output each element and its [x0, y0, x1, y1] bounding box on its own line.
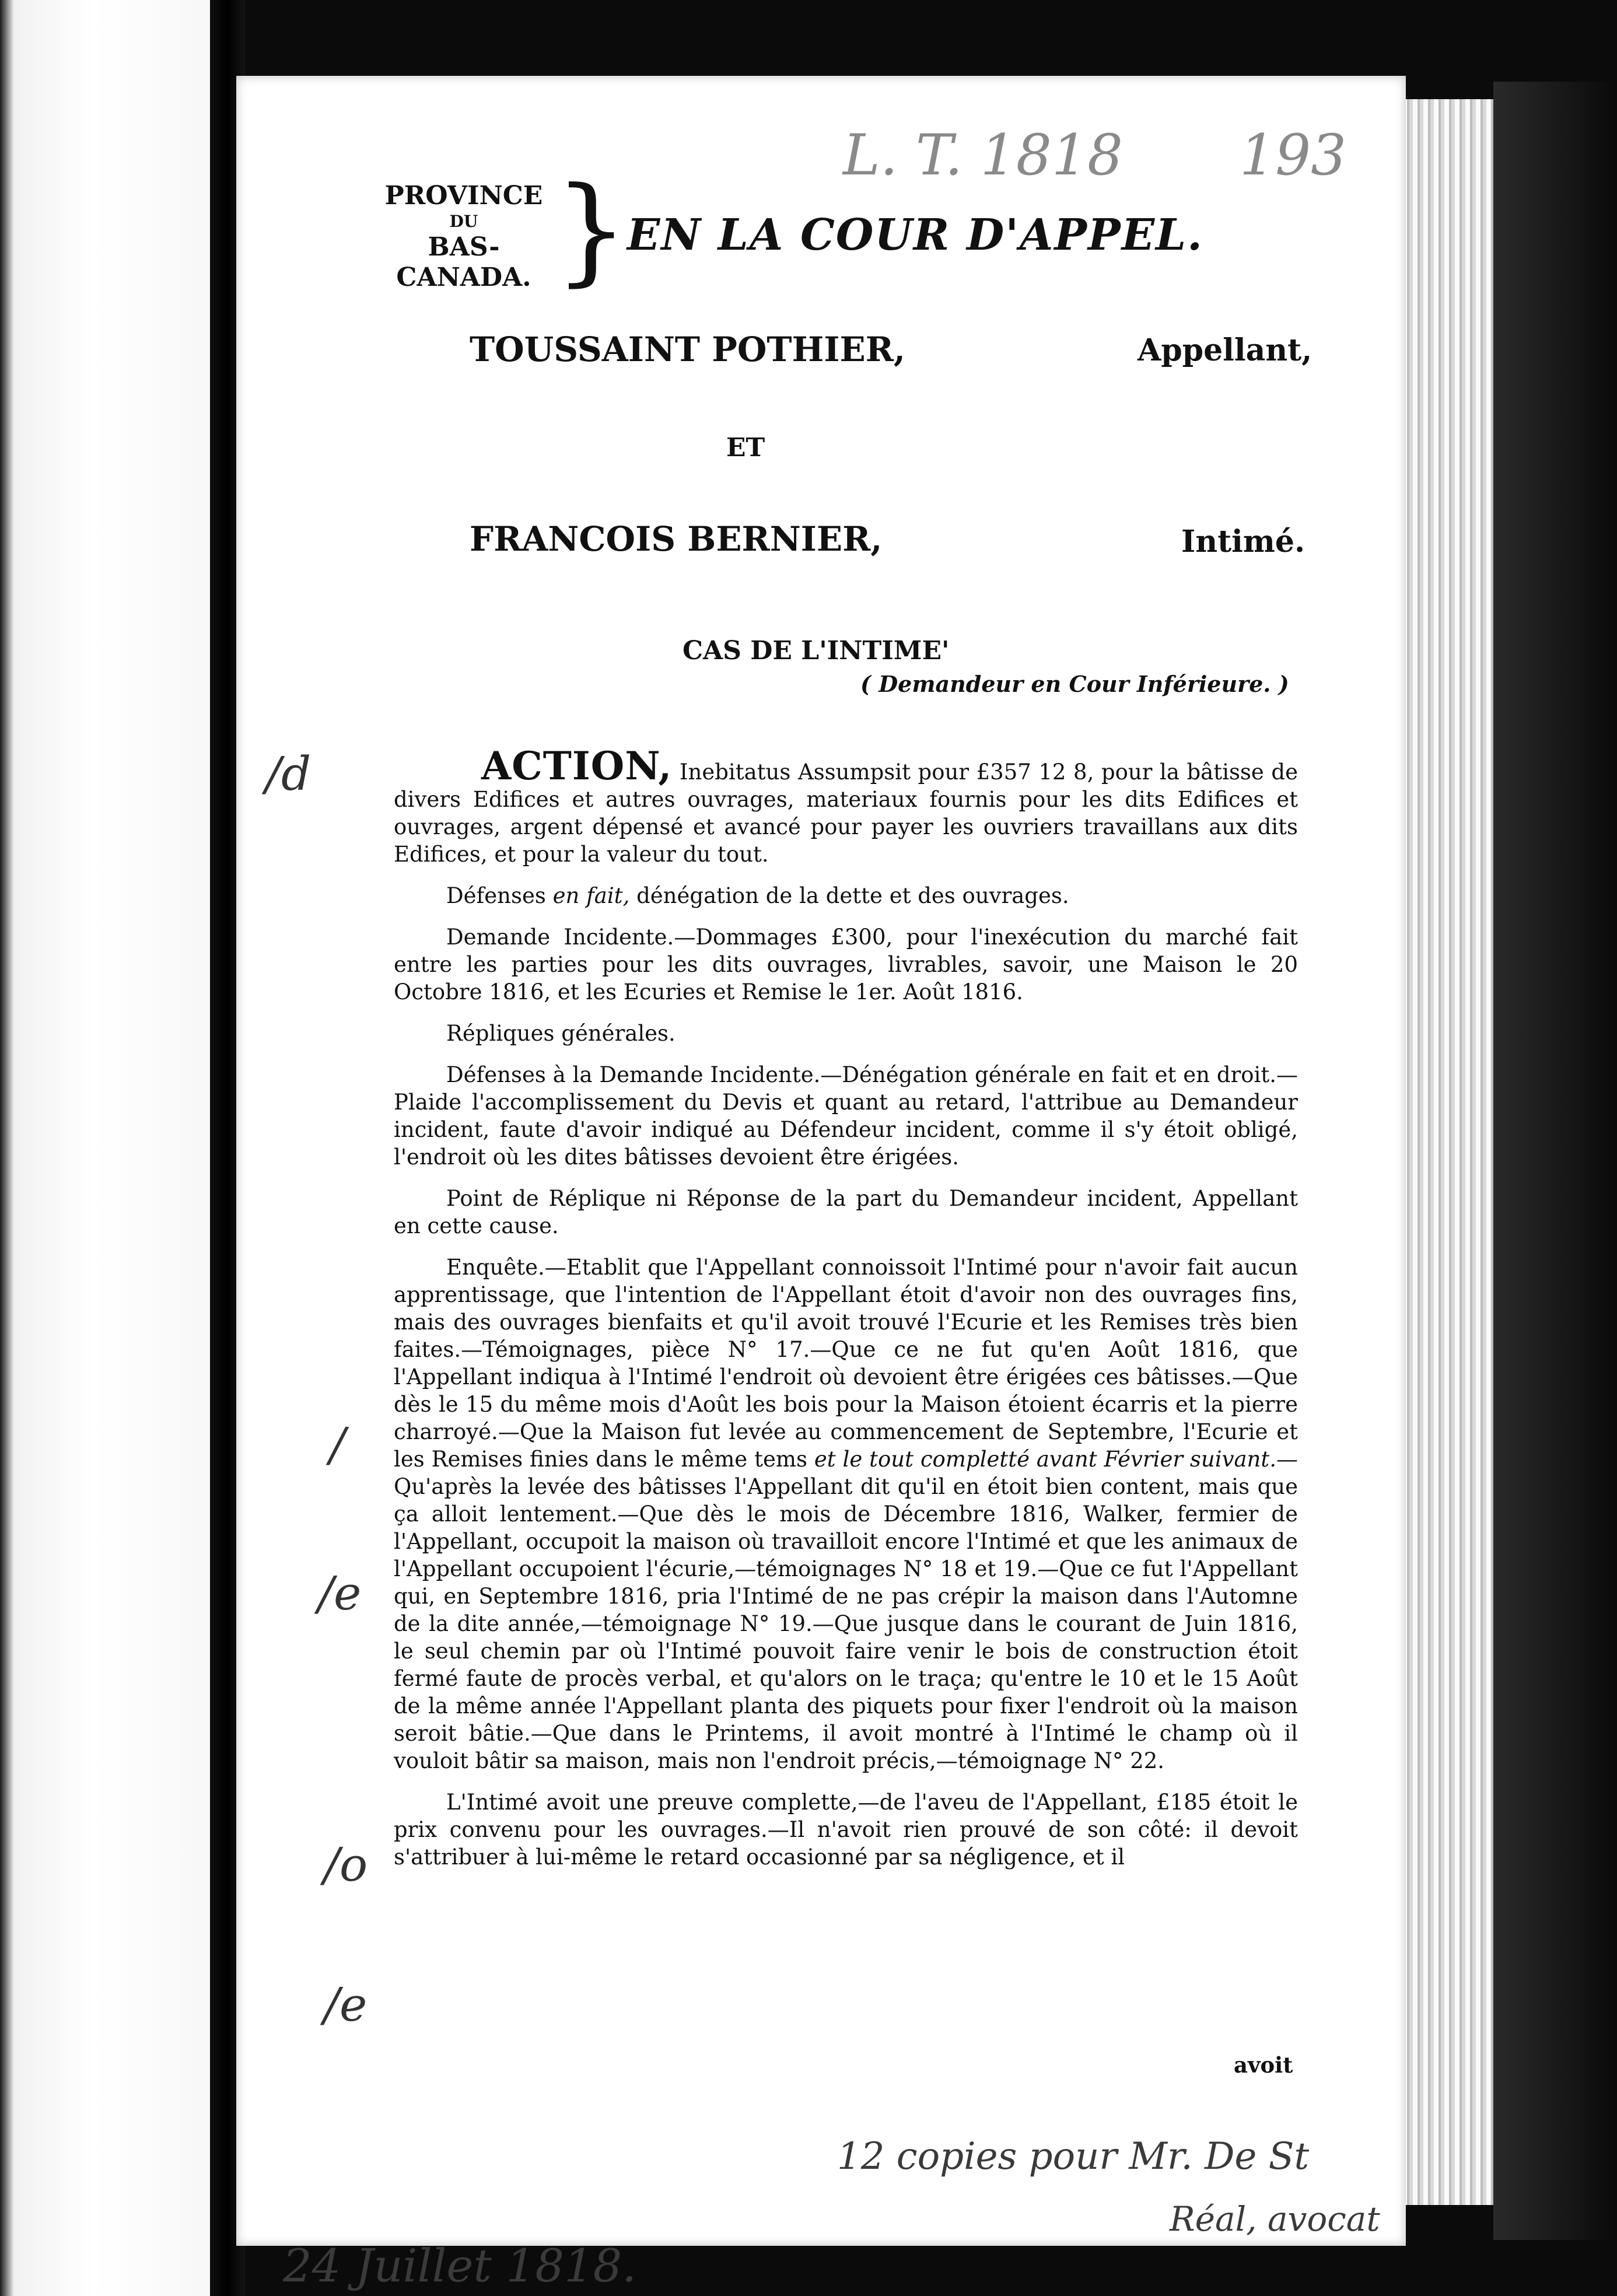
province-line-3: BAS-CANADA.: [396, 232, 531, 292]
paragraph-action: [394, 743, 1298, 868]
paragraph-text: Défenses: [446, 883, 553, 908]
paragraph-defenses: [394, 882, 1298, 909]
binding-edge: [1493, 82, 1617, 2240]
brace-icon: }: [554, 162, 629, 298]
paragraph-point-de-replique: Point de Réplique ni Réponse de la part du Demandeur incident, Appellant en cette cause.: [394, 1186, 1298, 1238]
document-page: [236, 76, 1406, 2292]
intime-role: Intimé.: [1181, 524, 1306, 559]
conjunction: ET: [726, 433, 765, 463]
margin-mark: /e: [324, 1978, 368, 2032]
case-title: CAS DE L'INTIME': [682, 636, 950, 666]
appellant-role: Appellant,: [1138, 332, 1312, 368]
paragraph-text: Enquête.—Etablit que l'Appellant connoissoit l'Intimé pour n'avoir fait aucun apprentissage, que l'intention de l'Appellant étoit d'avoir non des ouvrages fins, mais des ouvrages bienfaits et qu'il avoit trouvé l'Ecurie et les Remises très bien faites.—Témoignages, pièce N° 17.—Que ce ne fut qu'en Août 1816, que l'Appellant indiqua à l'Intimé l'endroit où devoient être érigées ces bâtisses.—Que dès le 15 du même mois d'Août les bois pour la Maison étoient écarris et la pierre charroyé.—Que la Maison fut levée au commencement de Septembre, l'Ecurie et les Remises finies dans le même tems: [394, 1255, 1298, 1472]
paragraph-italic: en fait,: [552, 883, 630, 908]
case-body: [394, 743, 1298, 1885]
paragraph-text: dénégation de la dette et des ouvrages.: [629, 883, 1069, 908]
paragraph-italic: et le tout completté avant Février suivant.: [814, 1447, 1276, 1472]
paragraph-text: Inebitatus Assumpsit pour £357 12 8, pour la bâtisse de divers Edifices et autres ouvrages, materiaux fournis pour les dits Edifices et ouvrages, argent dépensé et avancé pour payer les ouvriers travaillans aux dits Edifices, et pour la valeur du tout.: [394, 760, 1298, 867]
paragraph-preuve: L'Intimé avoit une preuve complette,—de l'aveu de l'Appellant, £185 étoit le prix convenu pour les ouvrages.—Il n'avoit rien prouvé de son côté: il devoit s'attribuer à lui-même le retard occasionné par sa négligence, et il: [394, 1790, 1298, 1870]
province-block: [376, 181, 551, 293]
paragraph-defenses-incidente: Défenses à la Demande Incidente.—Dénégation générale en fait et en droit.—Plaide l'accomplissement du Devis et quant au retard, l'attribue au Demandeur incident, faute d'avoir indiqué au Défendeur incident, comme il s'y étoit obligé, l'endroit où les dites bâtisses devoient être érigées.: [394, 1062, 1298, 1170]
margin-mark: /e: [318, 1566, 362, 1620]
handwritten-top-note: L. T. 1818: [843, 123, 1124, 188]
paragraph-demande-incidente: Demande Incidente.—Dommages £300, pour l'inexécution du marché fait entre les parties pour les dits ouvrages, livrables, savoir, une Maison le 20 Octobre 1816, et les Ecuries et Remise le 1er. Août 1816.: [394, 925, 1298, 1005]
handwritten-signature: Réal, avocat: [1170, 2199, 1380, 2239]
drop-cap-word: ACTION,: [481, 743, 673, 789]
catchword: avoit: [1234, 2052, 1293, 2078]
province-line-1: PROVINCE: [384, 181, 543, 211]
facing-page: [0, 0, 233, 2296]
appellant-name: TOUSSAINT POTHIER,: [470, 330, 906, 369]
margin-mark: /: [330, 1418, 345, 1472]
handwritten-copies-note: 12 copies pour Mr. De St: [837, 2135, 1310, 2178]
folio-number: 193: [1240, 123, 1347, 188]
margin-mark: /o: [324, 1838, 368, 1892]
paragraph-enquete: [394, 1254, 1298, 1774]
handwritten-date: 24 Juillet 1818.: [283, 2240, 636, 2292]
paragraph-text: —Qu'après la levée des bâtisses l'Appellant dit qu'il en étoit bien content, mais que ça alloit lentement.—Que dès le mois de Décembre 1816, Walker, fermier de l'Appellant, occupoit la maison où travailloit encore l'Intimé et que les animaux de l'Appellant occupoient l'écurie,—témoignages N° 18 et 19.—Que ce fut l'Appellant qui, en Septembre 1816, pria l'Intimé de ne pas crépir la maison dans l'Automne de la dite année,—témoignage N° 19.—Que jusque dans le courant de Juin 1816, le seul chemin par où l'Intimé pouvoit faire venir le bois de construction étoit fermé faute de procès verbal, et qu'alors on le traça; qu'entre le 10 et le 15 Août de la même année l'Appellant planta des piquets pour fixer l'endroit où la maison seroit bâtie.—Que dans le Printems, il avoit montré à l'Intimé le champ où il vouloit bâtir sa maison, mais non l'endroit précis,—témoignage N° 22.: [394, 1447, 1298, 1773]
intime-name: FRANCOIS BERNIER,: [470, 519, 883, 559]
court-title: EN LA COUR D'APPEL.: [627, 210, 1203, 260]
paragraph-repliques: Répliques générales.: [446, 1021, 676, 1046]
case-subtitle: ( Demandeur en Cour Inférieure. ): [860, 671, 1289, 697]
province-line-2: DU: [449, 212, 478, 231]
margin-mark: /d: [265, 747, 312, 801]
